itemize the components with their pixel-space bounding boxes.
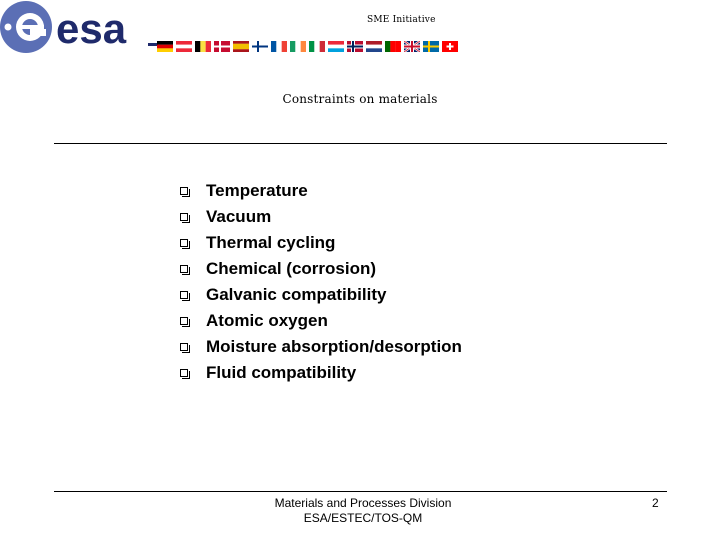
slide-title: Constraints on materials [282,92,438,106]
list-item [180,204,462,230]
list-item-text: Vacuum [206,207,272,226]
checkbox-bullet-icon [180,291,188,299]
flag-netherlands-icon [366,41,382,52]
checkbox-bullet-icon [180,369,188,377]
list-item-text: Thermal cycling [206,233,336,252]
list-item [180,282,462,308]
flag-austria-icon [176,41,192,52]
flag-belgium-icon [195,41,211,52]
flag-ireland-icon [290,41,306,52]
flag-portugal-icon [385,41,401,52]
flag-spain-icon [233,41,249,52]
division-name: Materials and Processes Division [274,496,452,510]
flag-italy-icon [309,41,325,52]
flag-finland-icon [252,41,268,52]
list-item-text: Atomic oxygen [206,311,328,330]
flag-sweden-icon [423,41,439,52]
esa-logo [0,0,160,58]
member-state-flags [157,41,458,52]
footer-division [0,496,720,526]
checkbox-bullet-icon [180,187,188,195]
flag-denmark-icon [214,41,230,52]
list-item-text: Fluid compatibility [206,363,357,382]
flag-norway-icon [347,41,363,52]
list-item-text: Galvanic compatibility [206,285,387,304]
constraints-list [180,178,462,386]
list-item [180,178,462,204]
top-divider [54,143,667,144]
page-number: 2 [652,496,659,510]
list-item [180,230,462,256]
list-item [180,334,462,360]
checkbox-bullet-icon [180,343,188,351]
flag-france-icon [271,41,287,52]
list-item-text: Temperature [206,181,308,200]
initiative-label: SME Initiative [367,15,436,25]
department-code: ESA/ESTEC/TOS-QM [303,511,423,525]
flag-switzerland-icon [442,41,458,52]
checkbox-bullet-icon [180,265,188,273]
checkbox-bullet-icon [180,317,188,325]
checkbox-bullet-icon [180,239,188,247]
esa-logo-text: esa [56,5,127,52]
list-item [180,308,462,334]
flag-luxembourg-icon [328,41,344,52]
list-item [180,360,462,386]
list-item-text: Chemical (corrosion) [206,259,377,278]
checkbox-bullet-icon [180,213,188,221]
flag-germany-icon [157,41,173,52]
flag-united-kingdom-icon [404,41,420,52]
list-item-text: Moisture absorption/desorption [206,337,462,356]
list-item [180,256,462,282]
bottom-divider [54,491,667,492]
